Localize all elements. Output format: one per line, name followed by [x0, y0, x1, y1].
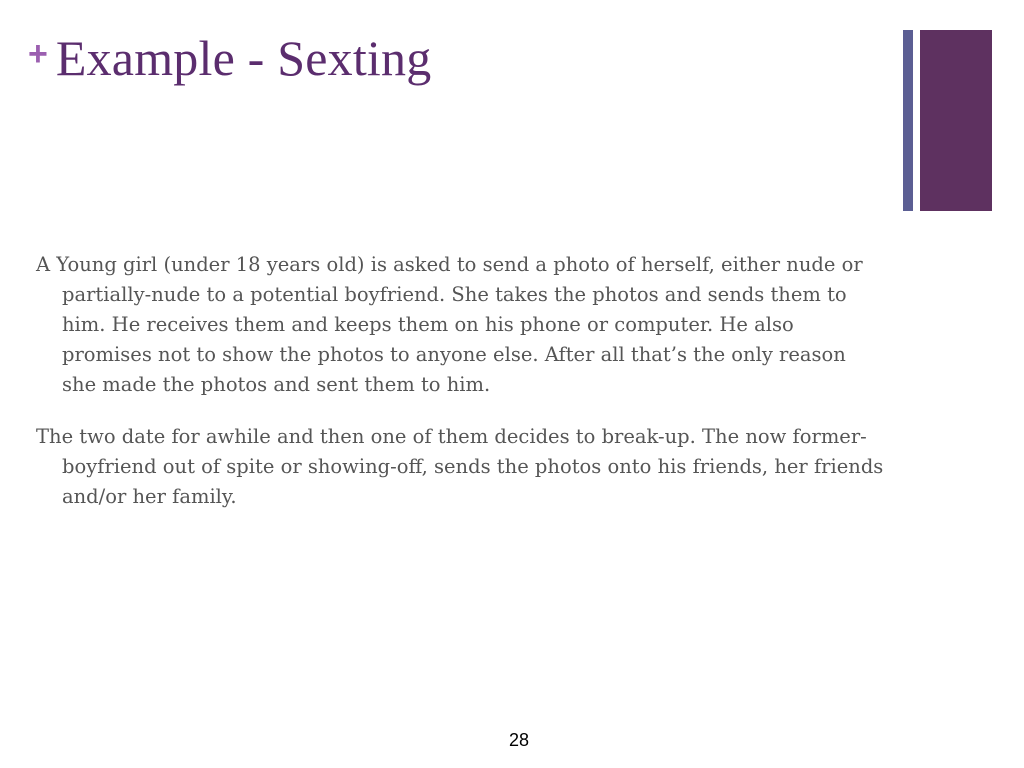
slide-body: [36, 250, 886, 534]
slide-title: Example - Sexting: [55, 30, 432, 86]
decorative-thick-bar: [920, 30, 992, 211]
body-paragraph-1: A Young girl (under 18 years old) is asked to send a photo of herself, either nude or partially-nude to a potential boyfriend. She takes the photos and sends them to him. He receives them and keeps them on his phone or computer. He also promises not to show the photos to anyone else. After all that’s the only reason she made the photos and sent them to him.: [36, 253, 863, 396]
plus-icon: +: [28, 35, 48, 73]
page-number: 28: [508, 730, 530, 750]
body-paragraph-2: The two date for awhile and then one of them decides to break-up. The now former-boyfriend out of spite or showing-off, sends the photos onto his friends, her friends and/or her family.: [36, 425, 884, 508]
decorative-thin-bar: [903, 30, 913, 211]
title-row: [28, 26, 431, 90]
